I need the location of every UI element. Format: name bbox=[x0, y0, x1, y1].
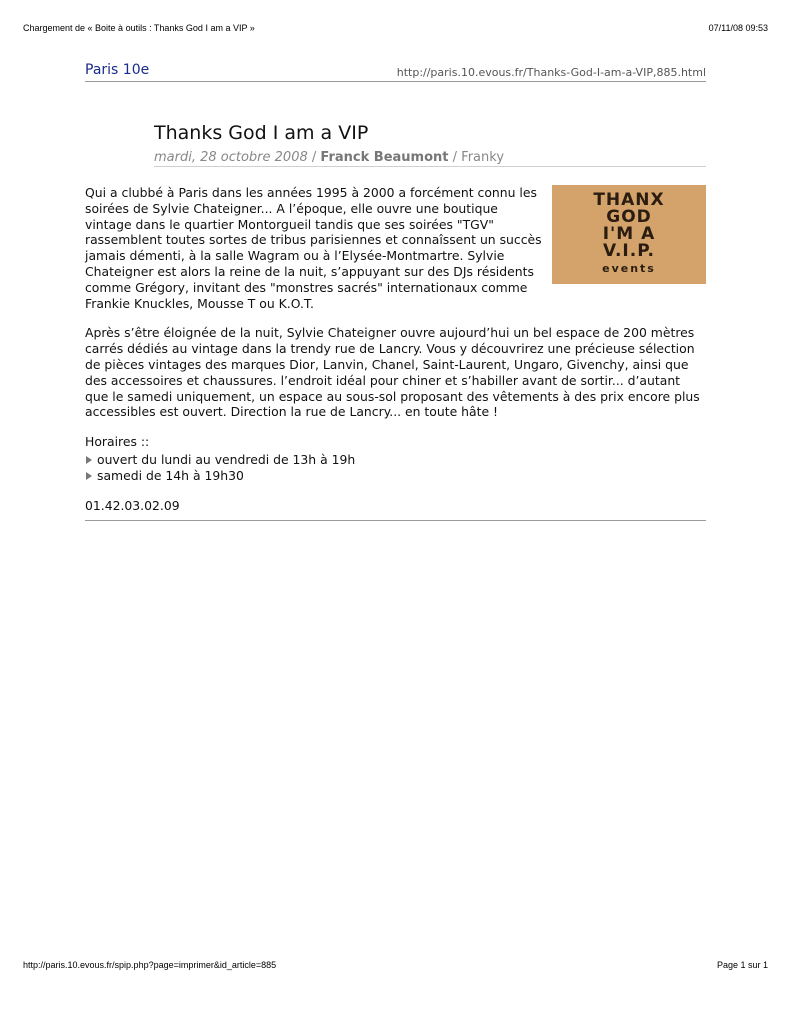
byline-separator: / bbox=[311, 150, 317, 165]
logo-line: V.I.P. bbox=[602, 241, 655, 262]
list-item bbox=[85, 452, 706, 468]
article-author[interactable]: Franck Beaumont bbox=[320, 150, 449, 165]
logo-line: I'M A bbox=[602, 224, 656, 245]
article-date: mardi, 28 octobre 2008 bbox=[154, 150, 308, 165]
article-body bbox=[85, 185, 706, 527]
site-url-link[interactable]: http://paris.10.evous.fr/Thanks-God-I-am-a-VIP,885.html bbox=[396, 66, 706, 79]
phone-number: 01.42.03.02.09 bbox=[85, 497, 180, 513]
article-title: Thanks God I am a VIP bbox=[154, 122, 369, 144]
site-bar bbox=[85, 62, 706, 82]
hours-text: samedi de 14h à 19h30 bbox=[97, 467, 244, 483]
article-paragraph: Qui a clubbé à Paris dans les années 1995 à 2000 a forcément connu les soirées de Sylvie Chateigner... A l’époque, elle ouvre une boutique vintage dans le quartier Montorgueil tandis que ses soirées "TGV" rassemblent toutes sortes de tribus parisiennes et connaîssent un succès jamais démenti, à la salle Wagram ou à l’Elysée-Montmartre. Sylvie Chateigner est alors la reine de la nuit, s’appuyant sur des DJs résidents comme Grégory, invitant des "monstres sacrés" internationaux comme Frankie Knuckles, Mousse T ou K.O.T. bbox=[85, 185, 542, 311]
triangle-bullet-icon bbox=[86, 456, 92, 464]
hours-list bbox=[85, 452, 706, 484]
print-footer-url: http://paris.10.evous.fr/spip.php?page=imprimer&id_article=885 bbox=[23, 960, 277, 970]
logo-line: THANX bbox=[593, 190, 665, 211]
event-logo-image bbox=[552, 185, 706, 284]
print-footer bbox=[23, 960, 768, 970]
hours-text: ouvert du lundi au vendredi de 13h à 19h bbox=[97, 451, 356, 467]
logo-line: GOD bbox=[606, 207, 652, 228]
print-header-title: Chargement de « Boite à outils : Thanks God I am a VIP » bbox=[23, 23, 255, 33]
page-number: Page 1 sur 1 bbox=[716, 960, 768, 970]
byline bbox=[154, 150, 706, 167]
list-item bbox=[85, 468, 706, 484]
site-name-link[interactable]: Paris 10e bbox=[85, 62, 150, 78]
print-header-datetime: 07/11/08 09:53 bbox=[708, 23, 768, 33]
triangle-bullet-icon bbox=[86, 472, 92, 480]
logo-line: events bbox=[602, 262, 656, 276]
article-paragraph: Après s’être éloignée de la nuit, Sylvie Chateigner ouvre aujourd’hui un bel espace de 200 mètres carrés dédiés au vintage dans la trendy rue de Lancry. Vous y découvrirez une précieuse sélection de pièces vintages des marques Dior, Lanvin, Chanel, Saint-Laurent, Ungaro, Givenchy, ainsi que des accessoires et chaussures. l’endroit idéal pour chiner et s’habiller avant de sortir... d’autant que le samedi uniquement, un espace au sous-sol proposant des vêtements à des prix encore plus accessibles est ouvert. Direction la rue de Lancry... en toute hâte ! bbox=[85, 325, 700, 420]
print-header bbox=[23, 23, 768, 33]
byline-separator: / bbox=[452, 150, 458, 165]
divider bbox=[85, 520, 706, 521]
hours-title: Horaires :: bbox=[85, 434, 150, 450]
article-credit: Franky bbox=[461, 150, 505, 165]
